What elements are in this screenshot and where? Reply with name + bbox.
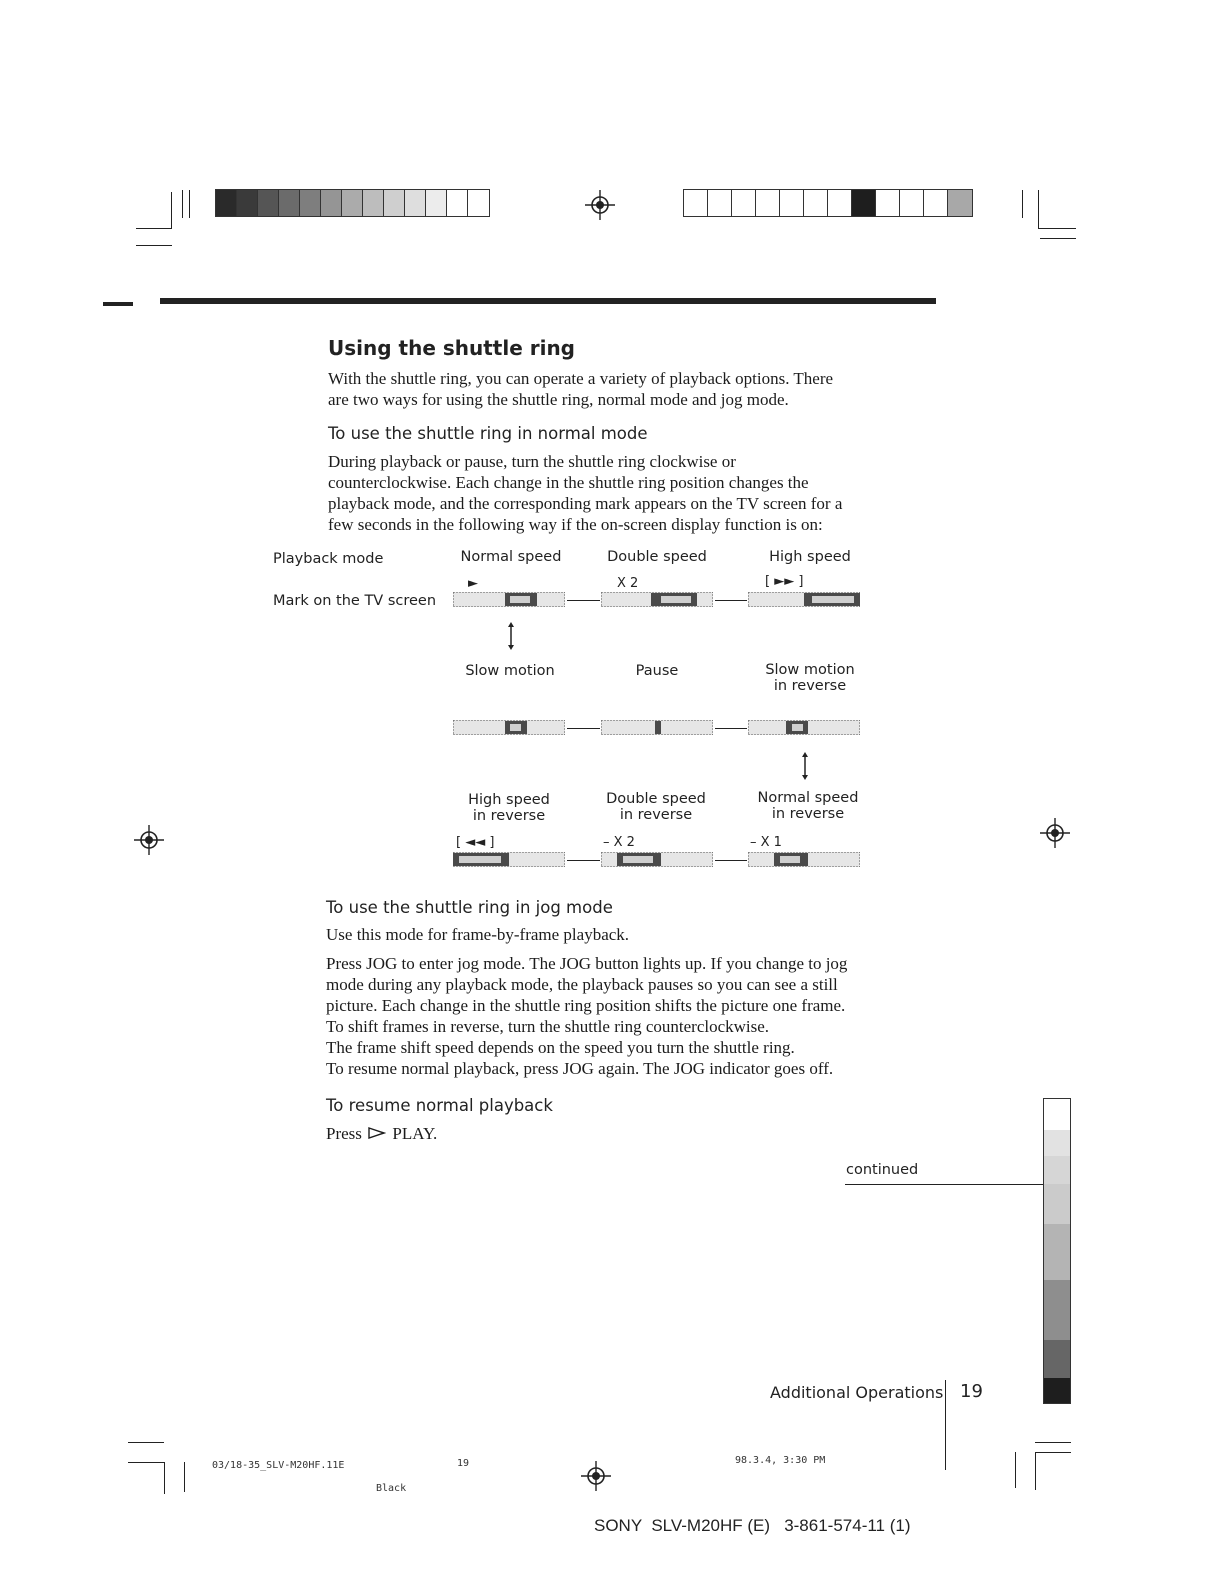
registration-mark — [581, 1461, 611, 1491]
page-number: 19 — [960, 1381, 983, 1402]
shuttle-indicator — [748, 592, 860, 607]
shuttle-indicator — [748, 852, 860, 867]
shuttle-indicator — [601, 720, 713, 735]
crop-mark — [1038, 190, 1039, 228]
caption-normal-speed: Normal speed — [460, 549, 562, 565]
crop-mark — [182, 190, 183, 218]
normal-mode-line: During playback or pause, turn the shuttle ring clockwise or — [328, 452, 736, 471]
caption-high-speed: High speed — [769, 549, 851, 565]
ink-label: Black — [376, 1483, 407, 1494]
registration-mark — [134, 825, 164, 855]
jog-mode-heading: To use the shuttle ring in jog mode — [326, 898, 613, 917]
arrow-right — [567, 860, 600, 861]
caption-double-speed-reverse: Double speed — [606, 791, 706, 807]
continued-label: continued — [846, 1162, 919, 1178]
arrow-up-down — [505, 622, 517, 650]
shuttle-indicator — [453, 592, 565, 607]
header-rule-stub — [103, 302, 133, 306]
arrow-right — [715, 860, 747, 861]
thumb-tab — [1043, 1098, 1071, 1130]
jog-mode-line: To shift frames in reverse, turn the shuttle ring counterclockwise. — [326, 1017, 770, 1036]
crop-mark — [171, 192, 172, 229]
normal-mode-line: playback mode, and the corresponding mark appears on the TV screen for a — [328, 494, 843, 513]
mark-high-speed: [ ►► ] — [765, 574, 804, 589]
caption-high-speed-reverse: in reverse — [472, 808, 546, 824]
continued-rule — [845, 1184, 1043, 1185]
file-name: 03/18-35_SLV-M20HF.11E — [212, 1460, 345, 1471]
press-label: Press — [326, 1124, 362, 1143]
crop-mark — [136, 245, 172, 246]
thumb-tab — [1043, 1378, 1071, 1404]
thumb-tab — [1043, 1156, 1071, 1184]
crop-mark — [189, 190, 190, 218]
caption-normal-speed-reverse: in reverse — [771, 806, 845, 822]
play-icon — [368, 1127, 386, 1139]
arrow-left — [567, 600, 600, 601]
mark-normal-speed-reverse: – X 1 — [750, 835, 782, 850]
thumb-tab — [1043, 1280, 1071, 1340]
normal-mode-heading: To use the shuttle ring in normal mode — [328, 424, 648, 443]
playback-mode-label: Playback mode — [273, 551, 384, 567]
crop-mark — [184, 1462, 185, 1492]
play-button-label: PLAY. — [392, 1124, 438, 1143]
shuttle-indicator — [601, 852, 713, 867]
caption-double-speed-reverse: in reverse — [619, 807, 693, 823]
crop-mark — [1035, 1442, 1071, 1443]
mark-normal-speed: ► — [468, 576, 478, 591]
jog-mode-line: picture. Each change in the shuttle ring position shifts the picture one frame. — [326, 996, 846, 1015]
resume-heading: To resume normal playback — [326, 1096, 553, 1115]
thumb-tab — [1043, 1224, 1071, 1280]
crop-mark — [1035, 1452, 1071, 1453]
intro-line: are two ways for using the shuttle ring, normal mode and jog mode. — [328, 390, 789, 409]
footer-divider — [945, 1380, 946, 1470]
resume-instruction — [326, 1124, 437, 1145]
crop-mark — [128, 1442, 164, 1443]
caption-slow-motion: Slow motion — [465, 663, 555, 679]
mark-double-speed-reverse: – X 2 — [603, 835, 635, 850]
thumb-tab — [1043, 1130, 1071, 1156]
jog-mode-line: The frame shift speed depends on the speed you turn the shuttle ring. — [326, 1038, 795, 1057]
registration-mark — [1040, 818, 1070, 848]
header-rule — [160, 298, 936, 304]
section-footer-name: Additional Operations — [770, 1383, 944, 1402]
crop-mark — [1015, 1452, 1016, 1488]
model-line: SONY SLV-M20HF (E) 3-861-574-11 (1) — [594, 1516, 911, 1535]
shuttle-indicator — [453, 720, 565, 735]
caption-high-speed-reverse: High speed — [468, 792, 550, 808]
crop-mark — [1022, 190, 1023, 218]
thumb-tab — [1043, 1184, 1071, 1224]
jog-mode-intro: Use this mode for frame-by-frame playback. — [326, 925, 630, 944]
caption-normal-speed-reverse: Normal speed — [757, 790, 859, 806]
caption-double-speed: Double speed — [607, 549, 707, 565]
color-bar-left — [215, 189, 490, 217]
thumb-tab — [1043, 1340, 1071, 1378]
mark-double-speed: X 2 — [617, 576, 639, 591]
caption-slow-motion-reverse: Slow motion — [765, 662, 855, 678]
crop-mark — [128, 1462, 164, 1463]
crop-mark — [1038, 228, 1076, 229]
section-title: Using the shuttle ring — [328, 336, 576, 360]
intro-line: With the shuttle ring, you can operate a variety of playback options. There — [328, 369, 834, 388]
arrow-left — [567, 728, 600, 729]
shuttle-indicator — [601, 592, 713, 607]
normal-mode-line: counterclockwise. Each change in the shuttle ring position changes the — [328, 473, 809, 492]
mark-on-tv-label: Mark on the TV screen — [273, 593, 437, 609]
sheet-number: 19 — [457, 1458, 470, 1469]
crop-mark — [1040, 238, 1076, 239]
registration-mark — [585, 190, 615, 220]
normal-mode-line: few seconds in the following way if the on-screen display function is on: — [328, 515, 823, 534]
jog-mode-line: mode during any playback mode, the playback pauses so you can see a still — [326, 975, 838, 994]
caption-slow-motion-reverse: in reverse — [773, 678, 847, 694]
jog-mode-line: To resume normal playback, press JOG again. The JOG indicator goes off. — [326, 1059, 834, 1078]
shuttle-indicator — [453, 852, 565, 867]
arrow-left — [715, 728, 747, 729]
timestamp: 98.3.4, 3:30 PM — [735, 1455, 826, 1466]
caption-pause: Pause — [635, 663, 679, 679]
arrow-left — [715, 600, 747, 601]
shuttle-indicator — [748, 720, 860, 735]
jog-mode-line: Press JOG to enter jog mode. The JOG button lights up. If you change to jog — [326, 954, 848, 973]
crop-mark — [164, 1462, 165, 1494]
crop-mark — [136, 228, 172, 229]
arrow-up-down — [799, 752, 811, 780]
color-bar-right — [683, 189, 973, 217]
mark-high-speed-reverse: [ ◄◄ ] — [456, 835, 495, 850]
crop-mark — [1035, 1452, 1036, 1490]
